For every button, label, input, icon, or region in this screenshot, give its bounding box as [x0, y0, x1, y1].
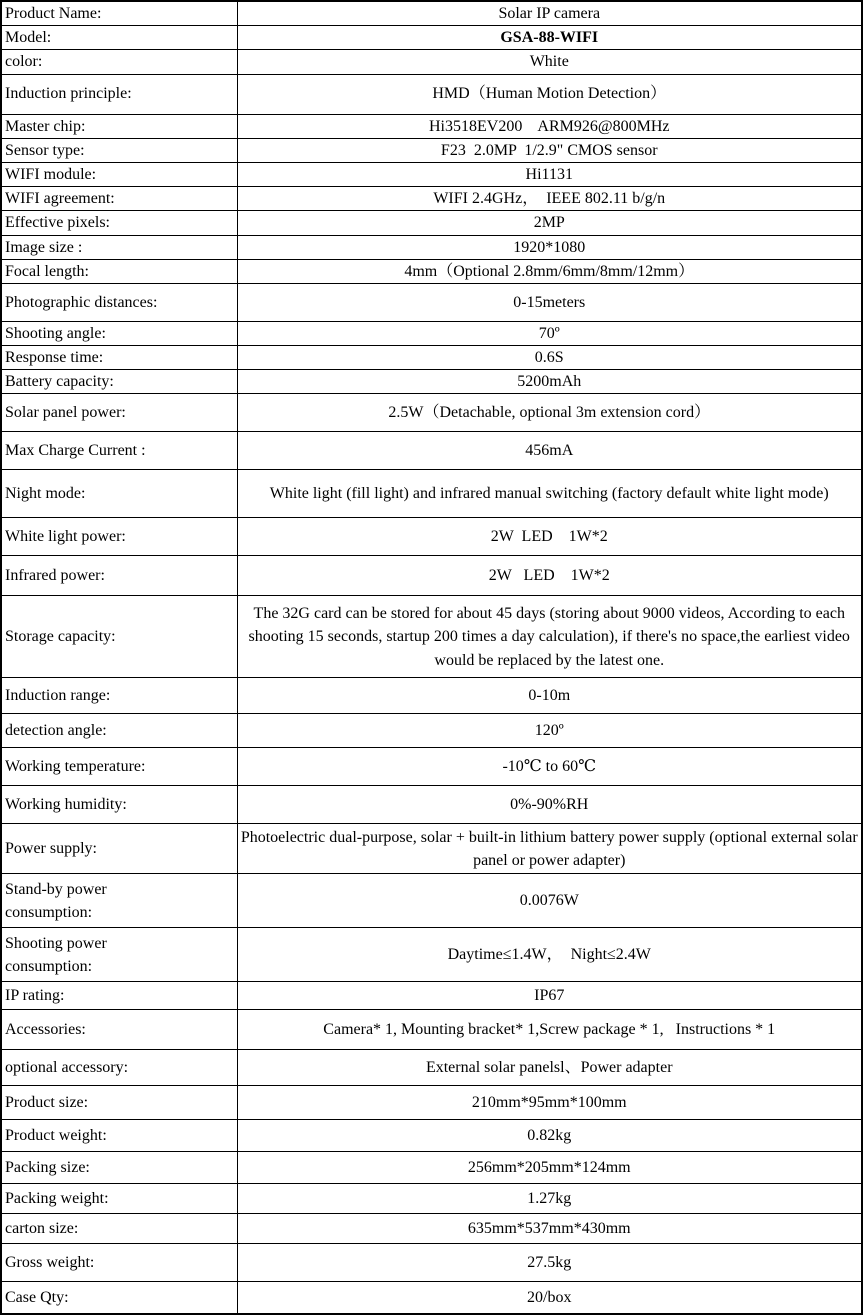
label-model: Model: [1, 26, 237, 50]
label-detection-angle: detection angle: [1, 714, 237, 748]
value-ip-rating: IP67 [237, 982, 862, 1010]
spec-row-ip-rating [1, 982, 862, 1010]
value-image-size: 1920*1080 [237, 235, 862, 259]
label-accessories: Accessories: [1, 1010, 237, 1050]
value-standby-power: 0.0076W [237, 874, 862, 928]
value-case-qty: 20/box [237, 1282, 862, 1314]
spec-row-shooting-angle [1, 321, 862, 345]
label-white-light-power: White light power: [1, 518, 237, 556]
value-shooting-angle: 70º [237, 321, 862, 345]
value-working-temperature: -10℃ to 60℃ [237, 748, 862, 786]
value-detection-angle: 120º [237, 714, 862, 748]
value-product-weight: 0.82kg [237, 1120, 862, 1152]
label-wifi-agreement: WIFI agreement: [1, 187, 237, 211]
label-optional-accessory: optional accessory: [1, 1050, 237, 1086]
value-solar-panel-power: 2.5W（Detachable, optional 3m extension cord） [237, 394, 862, 432]
spec-row-optional-accessory [1, 1050, 862, 1086]
spec-row-packing-weight [1, 1184, 862, 1214]
value-packing-weight: 1.27kg [237, 1184, 862, 1214]
label-working-humidity: Working humidity: [1, 786, 237, 824]
label-case-qty: Case Qty: [1, 1282, 237, 1314]
value-working-humidity: 0%-90%RH [237, 786, 862, 824]
spec-row-white-light-power [1, 518, 862, 556]
spec-row-model [1, 26, 862, 50]
label-power-supply: Power supply: [1, 824, 237, 874]
label-packing-size: Packing size: [1, 1152, 237, 1184]
spec-row-focal-length [1, 259, 862, 283]
spec-row-sensor-type [1, 138, 862, 162]
label-solar-panel-power: Solar panel power: [1, 394, 237, 432]
label-response-time: Response time: [1, 346, 237, 370]
label-shooting-angle: Shooting angle: [1, 321, 237, 345]
value-optional-accessory: External solar panelsl、Power adapter [237, 1050, 862, 1086]
label-infrared-power: Infrared power: [1, 556, 237, 596]
value-induction-range: 0-10m [237, 678, 862, 714]
spec-row-master-chip [1, 114, 862, 138]
spec-row-battery-capacity [1, 370, 862, 394]
value-product-size: 210mm*95mm*100mm [237, 1086, 862, 1120]
label-wifi-module: WIFI module: [1, 162, 237, 186]
spec-row-wifi-module [1, 162, 862, 186]
label-effective-pixels: Effective pixels: [1, 211, 237, 235]
spec-row-packing-size [1, 1152, 862, 1184]
spec-row-standby-power [1, 874, 862, 928]
label-storage-capacity: Storage capacity: [1, 596, 237, 678]
spec-row-response-time [1, 346, 862, 370]
value-color: White [237, 50, 862, 74]
label-focal-length: Focal length: [1, 259, 237, 283]
label-carton-size: carton size: [1, 1214, 237, 1244]
spec-row-detection-angle [1, 714, 862, 748]
value-photographic-distances: 0-15meters [237, 283, 862, 321]
label-battery-capacity: Battery capacity: [1, 370, 237, 394]
value-white-light-power: 2W LED 1W*2 [237, 518, 862, 556]
spec-row-induction-principle [1, 74, 862, 114]
label-standby-power: Stand-by power consumption: [1, 874, 237, 928]
label-induction-principle: Induction principle: [1, 74, 237, 114]
spec-row-case-qty [1, 1282, 862, 1314]
spec-row-working-humidity [1, 786, 862, 824]
value-shooting-power: Daytime≤1.4W， Night≤2.4W [237, 928, 862, 982]
value-response-time: 0.6S [237, 346, 862, 370]
value-storage-capacity: The 32G card can be stored for about 45 days (storing about 9000 videos, According to each shooting 15 seconds, startup 200 times a day calculation), if there's no space,the earliest video would be replaced by the latest one. [237, 596, 862, 678]
value-product-name: Solar IP camera [237, 1, 862, 26]
value-packing-size: 256mm*205mm*124mm [237, 1152, 862, 1184]
spec-row-wifi-agreement [1, 187, 862, 211]
value-gross-weight: 27.5kg [237, 1244, 862, 1282]
value-model: GSA-88-WIFI [237, 26, 862, 50]
label-photographic-distances: Photographic distances: [1, 283, 237, 321]
label-packing-weight: Packing weight: [1, 1184, 237, 1214]
label-induction-range: Induction range: [1, 678, 237, 714]
spec-row-product-weight [1, 1120, 862, 1152]
label-max-charge-current: Max Charge Current : [1, 432, 237, 470]
spec-row-carton-size [1, 1214, 862, 1244]
label-master-chip: Master chip: [1, 114, 237, 138]
value-master-chip: Hi3518EV200 ARM926@800MHz [237, 114, 862, 138]
value-sensor-type: F23 2.0MP 1/2.9" CMOS sensor [237, 138, 862, 162]
spec-row-infrared-power [1, 556, 862, 596]
spec-row-color [1, 50, 862, 74]
label-gross-weight: Gross weight: [1, 1244, 237, 1282]
label-image-size: Image size : [1, 235, 237, 259]
label-night-mode: Night mode: [1, 470, 237, 518]
spec-row-product-name [1, 1, 862, 26]
spec-row-working-temperature [1, 748, 862, 786]
spec-row-storage-capacity [1, 596, 862, 678]
value-night-mode: White light (fill light) and infrared manual switching (factory default white light mode) [237, 470, 862, 518]
value-carton-size: 635mm*537mm*430mm [237, 1214, 862, 1244]
spec-row-solar-panel-power [1, 394, 862, 432]
spec-row-effective-pixels [1, 211, 862, 235]
spec-row-shooting-power [1, 928, 862, 982]
value-battery-capacity: 5200mAh [237, 370, 862, 394]
label-ip-rating: IP rating: [1, 982, 237, 1010]
value-effective-pixels: 2MP [237, 211, 862, 235]
spec-row-accessories [1, 1010, 862, 1050]
value-wifi-agreement: WIFI 2.4GHz， IEEE 802.11 b/g/n [237, 187, 862, 211]
value-induction-principle: HMD（Human Motion Detection） [237, 74, 862, 114]
value-infrared-power: 2W LED 1W*2 [237, 556, 862, 596]
spec-row-photographic-distances [1, 283, 862, 321]
value-max-charge-current: 456mA [237, 432, 862, 470]
value-focal-length: 4mm（Optional 2.8mm/6mm/8mm/12mm） [237, 259, 862, 283]
spec-row-induction-range [1, 678, 862, 714]
label-sensor-type: Sensor type: [1, 138, 237, 162]
spec-row-gross-weight [1, 1244, 862, 1282]
label-working-temperature: Working temperature: [1, 748, 237, 786]
value-wifi-module: Hi1131 [237, 162, 862, 186]
spec-row-max-charge-current [1, 432, 862, 470]
spec-row-image-size [1, 235, 862, 259]
spec-row-product-size [1, 1086, 862, 1120]
label-product-name: Product Name: [1, 1, 237, 26]
value-power-supply: Photoelectric dual-purpose, solar + built-in lithium battery power supply (optional external solar panel or power adapter) [237, 824, 862, 874]
spec-row-power-supply [1, 824, 862, 874]
value-accessories: Camera* 1, Mounting bracket* 1,Screw package * 1, Instructions * 1 [237, 1010, 862, 1050]
label-product-weight: Product weight: [1, 1120, 237, 1152]
label-color: color: [1, 50, 237, 74]
label-shooting-power: Shooting power consumption: [1, 928, 237, 982]
label-product-size: Product size: [1, 1086, 237, 1120]
spec-row-night-mode [1, 470, 862, 518]
